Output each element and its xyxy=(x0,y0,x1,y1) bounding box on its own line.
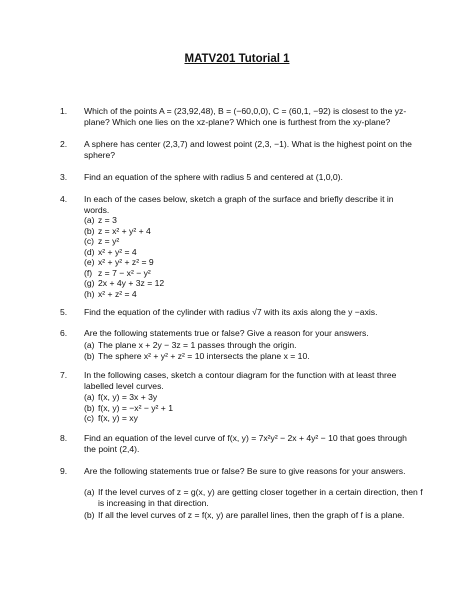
question-7-items xyxy=(84,392,424,424)
list-item: (b) z = x² + y² + 4 xyxy=(84,225,151,236)
list-item: (h) x² + z² = 4 xyxy=(84,288,137,299)
question-number: 4. xyxy=(60,194,68,204)
question-5 xyxy=(60,307,420,318)
list-item: (e) x² + y² + z² = 9 xyxy=(84,257,154,267)
question-4-items xyxy=(84,215,424,299)
list-item: (c) f(x, y) = xy xyxy=(84,413,138,423)
question-text: Find the equation of the cylinder with radius √7 with its axis along the y −axis. xyxy=(84,307,378,317)
list-item: (a) If the level curves of z = g(x, y) are getting closer together in a certain direction, then f is increasing in that direction. xyxy=(84,487,423,508)
question-text: Find an equation of the sphere with radius 5 and centered at (1,0,0). xyxy=(84,172,343,182)
question-number: 2. xyxy=(60,139,68,149)
question-6 xyxy=(60,328,420,339)
question-text: Are the following statements true or false? Give a reason for your answers. xyxy=(84,328,369,338)
list-item: (c) z = y² xyxy=(84,236,120,246)
question-number: 5. xyxy=(60,307,68,317)
question-number: 1. xyxy=(60,106,68,116)
question-number: 9. xyxy=(60,466,68,476)
list-item: (g) 2x + 4y + 3z = 12 xyxy=(84,278,165,288)
question-8 xyxy=(60,433,420,455)
question-text: In the following cases, sketch a contour diagram for the function with at least three labelled level curves. xyxy=(84,370,397,391)
question-text: Which of the points A = (23,92,48), B = (−60,0,0), C = (60,1, −92) is closest to the yz-plane? Which one lies on the xz-plane? Which one is furthest from the xy-plane? xyxy=(84,106,407,127)
list-item: (a) f(x, y) = 3x + 3y xyxy=(84,392,158,402)
question-text: In each of the cases below, sketch a graph of the surface and briefly describe it in words. xyxy=(84,194,394,215)
list-item: (d) x² + y² = 4 xyxy=(84,246,137,257)
list-item: (a) The plane x + 2y − 3z = 1 passes through the origin. xyxy=(84,340,297,350)
question-number: 7. xyxy=(60,370,68,380)
list-item: (f) z = 7 − x² − y² xyxy=(84,267,151,278)
list-item: (b) If all the level curves of z = f(x, y) are parallel lines, then the graph of f is a plane. xyxy=(84,510,405,520)
list-item: (a) z = 3 xyxy=(84,215,117,225)
question-3 xyxy=(60,172,420,183)
question-number: 6. xyxy=(60,328,68,338)
question-number: 8. xyxy=(60,433,68,443)
question-7 xyxy=(60,370,420,392)
question-4 xyxy=(60,194,420,216)
question-6-items xyxy=(84,340,424,361)
question-1 xyxy=(60,106,420,128)
page-title: MATV201 Tutorial 1 xyxy=(184,53,290,65)
question-text: Are the following statements true or false? Be sure to give reasons for your answers. xyxy=(84,466,406,476)
question-2 xyxy=(60,139,420,161)
question-9-items xyxy=(84,487,424,521)
list-item: (b) f(x, y) = −x² − y² + 1 xyxy=(84,402,173,413)
question-number: 3. xyxy=(60,172,68,182)
list-item: (b) The sphere x² + y² + z² = 10 intersects the plane x = 10. xyxy=(84,350,310,361)
question-text: A sphere has center (2,3,7) and lowest point (2,3, −1). What is the highest point on the sphere? xyxy=(84,139,412,160)
question-text: Find an equation of the level curve of f(x, y) = 7x²y² − 2x + 4y² − 10 that goes through the point (2,4). xyxy=(84,433,407,454)
question-9 xyxy=(60,466,420,477)
